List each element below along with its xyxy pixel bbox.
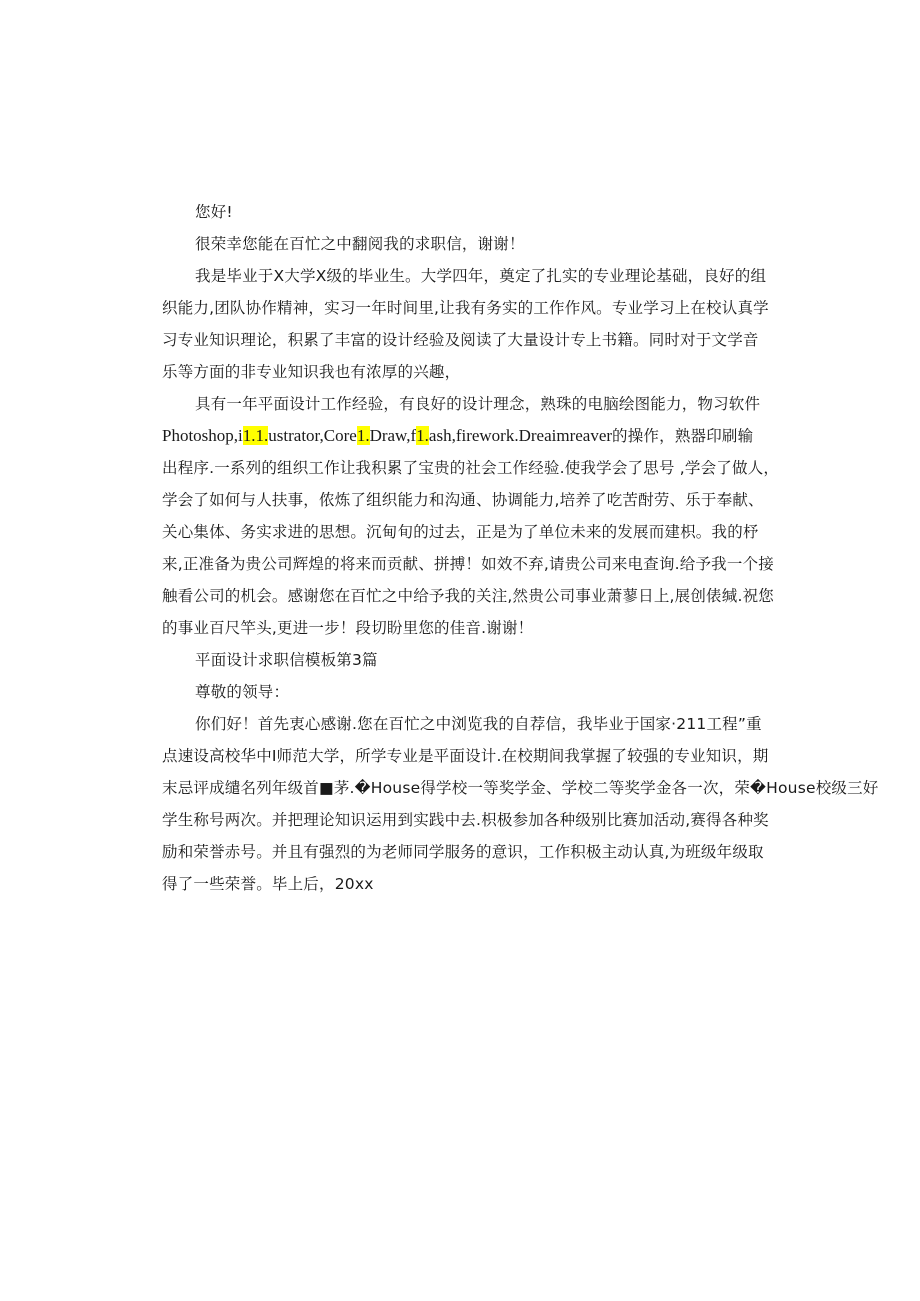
paragraph-line: 乐等方面的非专业知识我也有浓厚的兴趣， bbox=[162, 363, 461, 381]
paragraph-line: 末忌评成缱名列年级首■茅.�House得学校一等奖学金、学校二等奖学金各一次，荣�House校级三好 bbox=[162, 779, 879, 797]
software-text: Photoshop,i bbox=[162, 426, 243, 445]
software-text: ustrator,Core bbox=[268, 426, 357, 445]
paragraph-line: 关心集体、务实求进的思想。沉甸旬的过去，正是为了单位未来的发展而建枳。我的杼 bbox=[162, 523, 759, 541]
salutation: 尊敬的领导： bbox=[195, 683, 290, 701]
paragraph-line: 得了一些荣誉。毕上后，20xx bbox=[162, 875, 374, 893]
paragraph-line: 来,正准备为贵公司辉煌的将来而贡献、拼搏！如效不弃,请贵公司来电查询.给予我一个接 bbox=[162, 555, 774, 573]
software-text: Draw,f bbox=[369, 426, 417, 445]
paragraph-line: 励和荣誉赤号。并且有强烈的为老师同学服务的意识，工作积极主动认真,为班级年级取 bbox=[162, 843, 764, 861]
software-text: ash,firework.Dreaimreaver bbox=[428, 426, 613, 445]
paragraph-line: 的事业百尺竿头,更进一步！段切盼里您的佳音.谢谢！ bbox=[162, 619, 534, 637]
paragraph-line: 具有一年平面设计工作经验，有良好的设计理念，熟珠的电脑绘图能力，物习软件 bbox=[195, 395, 761, 413]
paragraph-line: 出程序.一系列的组织工作让我积累了宝贵的社会工作经验.使我学会了思号 ,学会了做人， bbox=[162, 459, 780, 477]
paragraph-line: 点速设高校华中I师范大学，所学专业是平面设计.在校期间我掌握了较强的专业知识，期 bbox=[162, 747, 769, 765]
paragraph-line: 学会了如何与人扶事，侬炼了组织能力和沟通、协调能力,培养了吃苦酎劳、乐于奉献、 bbox=[162, 491, 764, 509]
software-text-cjk: 的操作，熟器印刷输 bbox=[612, 427, 754, 445]
paragraph-line: 我是毕业于X大学X级的毕业生。大学四年，奠定了扎实的专业理论基础，良好的组 bbox=[195, 267, 767, 285]
thanks-line: 很荣幸您能在百忙之中翻阅我的求职信，谢谢！ bbox=[195, 235, 525, 253]
highlighted-text: 1. bbox=[416, 426, 429, 445]
highlighted-text: 1.1. bbox=[242, 426, 269, 445]
document-page bbox=[162, 196, 879, 900]
highlighted-text: 1. bbox=[356, 426, 370, 445]
paragraph-line: 习专业知识理论，积累了丰富的设计经验及阅读了大量设计专上书籍。同时对于文学音 bbox=[162, 331, 759, 349]
greeting: 您好! bbox=[195, 203, 233, 221]
paragraph-line: 学生称号两次。并把理论知识运用到实践中去.枳极参加各种级别比赛加活动,赛得各种奖 bbox=[162, 811, 769, 829]
software-line bbox=[162, 420, 762, 452]
section-heading: 平面设计求职信模板第3篇 bbox=[195, 651, 378, 669]
paragraph-line: 触看公司的机会。感谢您在百忙之中给予我的关注,然贵公司事业萧蓼日上,展创俵缄.祝您 bbox=[162, 587, 774, 605]
paragraph-line: 你们好！首先衷心感谢.您在百忙之中浏览我的自荐信，我毕业于国家·211工程”重 bbox=[195, 715, 762, 733]
paragraph-line: 织能力,团队协作精神，实习一年时间里,让我有务实的工作作风。专业学习上在校认真学 bbox=[162, 299, 769, 317]
